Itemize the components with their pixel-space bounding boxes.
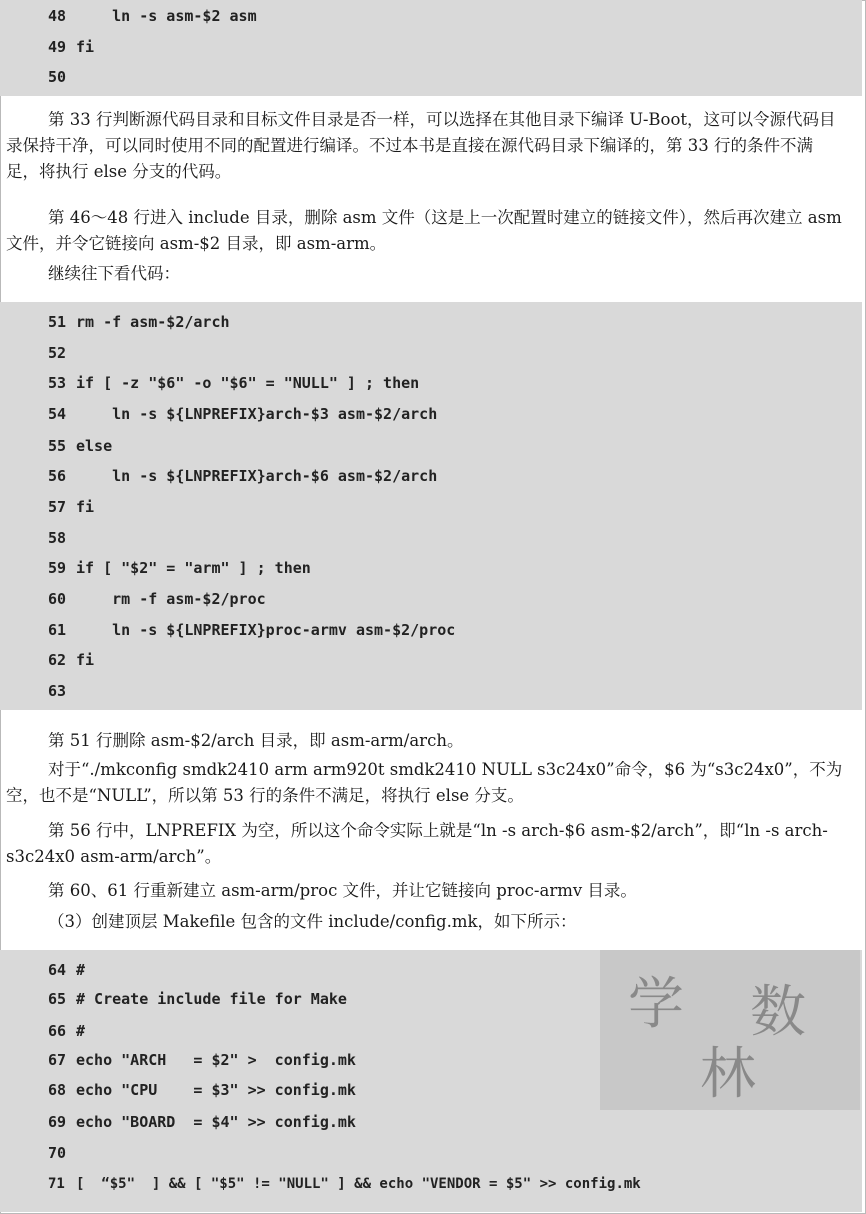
code-line: 56 ln -s ${LNPREFIX}arch-$6 asm-$2/arch bbox=[48, 467, 438, 485]
code-block-1 bbox=[0, 0, 862, 96]
code-line: 53 if [ -z "$6" -o "$6" = "NULL" ] ; then bbox=[48, 374, 420, 392]
paragraph-2: 第 46～48 行进入 include 目录，删除 asm 文件（这是上一次配置时建立的链接文件），然后再次建立 asm 文件，并令它链接向 asm-$2 目录，即 asm-arm。 bbox=[6, 208, 842, 253]
code-line: 51 rm -f asm-$2/arch bbox=[48, 313, 230, 331]
code-line: 52 bbox=[48, 344, 67, 362]
watermark-stamp-icon: 学 数 林 bbox=[600, 950, 860, 1110]
code-line: 61 ln -s ${LNPREFIX}proc-armv asm-$2/proc bbox=[48, 621, 456, 639]
code-line: 71 [ “$5" ] && [ "$5" != "NULL" ] && echo "VENDOR = $5" >> config.mk bbox=[48, 1176, 641, 1192]
code-line: 59 if [ "$2" = "arm" ] ; then bbox=[48, 559, 311, 577]
paragraph-6: 第 56 行中，LNPREFIX 为空，所以这个命令实际上就是“ln -s arch-$6 asm-$2/arch”，即“ln -s arch-s3c24x0 asm-arm/arch”。 bbox=[6, 821, 828, 866]
paragraph-4: 第 51 行删除 asm-$2/arch 目录，即 asm-arm/arch。 bbox=[48, 731, 464, 750]
code-line: 58 bbox=[48, 529, 67, 547]
code-line: 70 bbox=[48, 1144, 67, 1162]
code-line: 57 fi bbox=[48, 498, 95, 516]
paragraph-8: （3）创建顶层 Makefile 包含的文件 include/config.mk，如下所示： bbox=[48, 912, 577, 931]
paragraph-3: 继续往下看代码： bbox=[48, 264, 180, 283]
code-line: 69 echo "BOARD = $4" >> config.mk bbox=[48, 1113, 356, 1131]
code-line: 54 ln -s ${LNPREFIX}arch-$3 asm-$2/arch bbox=[48, 405, 438, 423]
code-line: 63 bbox=[48, 682, 67, 700]
paragraph-1: 第 33 行判断源代码目录和目标文件目录是否一样，可以选择在其他目录下编译 U-Boot，这可以令源代码目录保持干净，可以同时使用不同的配置进行编译。不过本书是直接在源代码目录下编译的，第 33 行的条件不满足，将执行 else 分支的代码。 bbox=[6, 110, 836, 181]
code-line: 65 # Create include file for Make bbox=[48, 990, 347, 1008]
code-line: 62 fi bbox=[48, 651, 95, 669]
code-line: 67 echo "ARCH = $2" > config.mk bbox=[48, 1051, 356, 1069]
paragraph-7: 第 60、61 行重新建立 asm-arm/proc 文件，并让它链接向 proc-armv 目录。 bbox=[48, 881, 637, 900]
code-line: 50 bbox=[48, 68, 67, 86]
code-block-2 bbox=[0, 302, 862, 710]
code-line: 66 # bbox=[48, 1022, 86, 1040]
code-line: 48 ln -s asm-$2 asm bbox=[48, 7, 257, 25]
paragraph-5: 对于“./mkconfig smdk2410 arm arm920t smdk2410 NULL s3c24x0”命令，$6 为“s3c24x0”，不为空，也不是“NULL”，所以第 53 行的条件不满足，将执行 else 分支。 bbox=[6, 760, 843, 805]
code-line: 60 rm -f asm-$2/proc bbox=[48, 590, 266, 608]
code-line: 55 else bbox=[48, 437, 113, 455]
code-line: 64 # bbox=[48, 961, 86, 979]
code-line: 49 fi bbox=[48, 38, 95, 56]
code-line: 68 echo "CPU = $3" >> config.mk bbox=[48, 1081, 356, 1099]
